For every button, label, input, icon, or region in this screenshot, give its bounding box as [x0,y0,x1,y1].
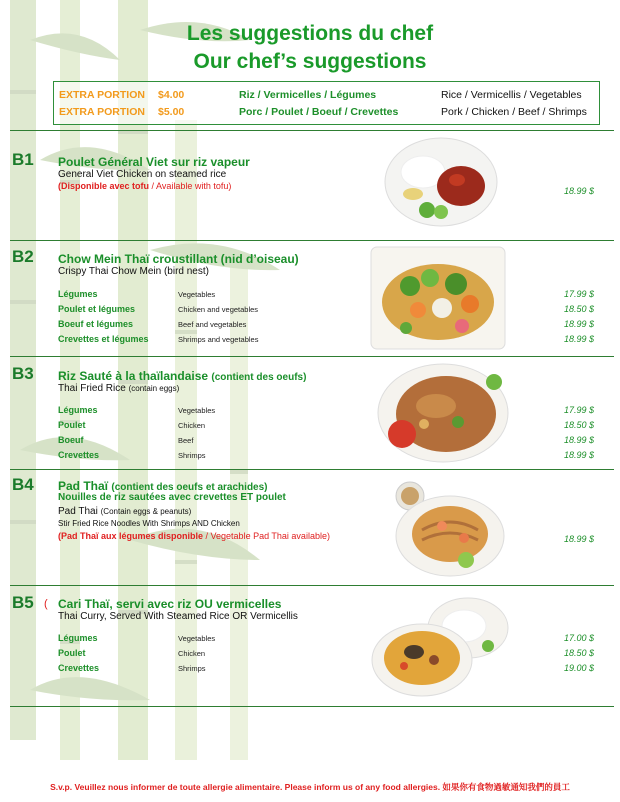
dish-title-note-b3: (contient des oeufs) [211,372,307,383]
dish-note-en-b4: / Vegetable Pad Thai available) [203,531,330,541]
dish-note-b4 [58,531,330,541]
dish-title2-b4: Nouilles de riz sautées avec crevettes ET poulet [58,492,286,503]
option-price: 18.50 $ [563,420,594,430]
dish-subtitle2-b4: Stir Fried Rice Noodles With Shrimps AND Chicken [58,519,240,528]
option-price: 18.99 $ [563,450,594,460]
option-fr: Crevettes [58,663,100,673]
dish-code-b1: B1 [12,150,34,169]
divider [10,240,614,241]
dish-note-b1 [58,181,231,191]
option-en: Chicken [178,421,206,430]
option-fr: Boeuf [58,435,84,445]
dish-title-b3 [58,369,306,383]
option-en: Shrimps [178,451,206,460]
extra-portion-box [53,81,600,125]
extra-fr-line-2: Porc / Poulet / Boeuf / Crevettes [239,106,399,118]
dish-subtitle-b4 [58,506,191,517]
dish-title-b4 [58,479,268,493]
dish-subtitle-b1: General Viet Chicken on steamed rice [58,169,227,180]
extra-en-line-1: Rice / Vermicellis / Vegetables [441,89,582,101]
option-fr: Légumes [58,289,98,299]
dish-title-b2: Chow Mein Thaï croustillant (nid d’oiseau) [58,252,299,266]
option-en: Beef [178,436,194,445]
option-price: 18.50 $ [563,648,594,658]
dish-photo-b2 [370,246,506,350]
option-en: Shrimps and vegetables [178,335,259,344]
divider [10,706,614,707]
divider [10,356,614,357]
divider [10,585,614,586]
option-en: Chicken and vegetables [178,305,259,314]
page-title-fr: Les suggestions du chef [186,22,434,45]
option-fr: Crevettes et légumes [58,334,149,344]
dish-title-text-b4: Pad Thaï [58,479,109,493]
dish-title-text-b3: Riz Sauté à la thaïlandaise [58,369,209,383]
dish-title-b1: Poulet Général Viet sur riz vapeur [58,155,250,169]
dish-price-b4: 18.99 $ [563,534,594,544]
dish-photo-b1 [383,134,499,230]
option-price: 18.50 $ [563,304,594,314]
dish-note-fr-b1: (Disponible avec tofu [58,181,150,191]
allergy-footer: S.v.p. Veuillez nous informer de toute allergie alimentaire. Please inform us of any food allergies. 如果你有食物過敏通知我們的員工 [50,782,570,792]
option-en: Chicken [178,649,206,658]
dish-subtitle-note-b4: (Contain eggs & peanuts) [100,507,192,516]
dish-note-fr-b4: (Pad Thaï aux légumes disponible [58,531,204,541]
extra-portion-label-1: EXTRA PORTION [59,89,145,101]
divider [10,469,614,470]
option-price: 18.99 $ [563,319,594,329]
option-price: 18.99 $ [563,334,594,344]
dish-subtitle-b3 [58,383,179,394]
option-fr: Légumes [58,633,98,643]
dish-code-b5: B5 [12,593,34,612]
dish-code-b2: B2 [12,247,34,266]
dish-photo-b5 [368,594,512,698]
divider [10,130,614,131]
dish-photo-b3 [376,362,510,464]
option-fr: Légumes [58,405,98,415]
dish-subtitle-text-b4: Pad Thai [58,506,98,517]
option-en: Beef and vegetables [178,320,247,329]
option-price: 17.99 $ [563,405,594,415]
option-price: 19.00 $ [563,663,594,673]
dish-photo-b4 [386,478,506,580]
dish-subtitle-b5: Thai Curry, Served With Steamed Rice OR Vermicellis [58,611,298,622]
option-en: Vegetables [178,406,216,415]
dish-subtitle-b2: Crispy Thai Chow Mein (bird nest) [58,266,209,277]
extra-portion-label-2: EXTRA PORTION [59,106,145,118]
dish-code-b3: B3 [12,364,34,383]
dish-note-en-b1: / Available with tofu) [149,181,232,191]
option-en: Vegetables [178,634,216,643]
dish-subtitle-text-b3: Thai Fried Rice [58,383,126,394]
option-fr: Poulet [58,648,86,658]
option-fr: Poulet [58,420,86,430]
option-fr: Poulet et légumes [58,304,136,314]
dish-title-note-b4: (contient des oeufs et arachides) [111,482,268,493]
dish-code-b4: B4 [12,475,34,494]
option-en: Vegetables [178,290,216,299]
dish-price-b1: 18.99 $ [563,186,594,196]
dish-title-b5: Cari Thaï, servi avec riz OU vermicelles [58,597,282,611]
option-en: Shrimps [178,664,206,673]
option-price: 17.99 $ [563,289,594,299]
option-price: 17.00 $ [563,633,594,643]
dish-subtitle-note-b3: (contain eggs) [128,384,180,393]
extra-portion-price-1: $4.00 [158,89,185,101]
option-fr: Crevettes [58,450,100,460]
spicy-icon: ( [44,598,48,610]
option-fr: Boeuf et légumes [58,319,134,329]
extra-en-line-2: Pork / Chicken / Beef / Shrimps [441,106,587,118]
extra-fr-line-1: Riz / Vermicelles / Légumes [239,89,377,101]
option-price: 18.99 $ [563,435,594,445]
extra-portion-price-2: $5.00 [158,106,185,118]
page-title-en: Our chef’s suggestions [193,50,427,73]
